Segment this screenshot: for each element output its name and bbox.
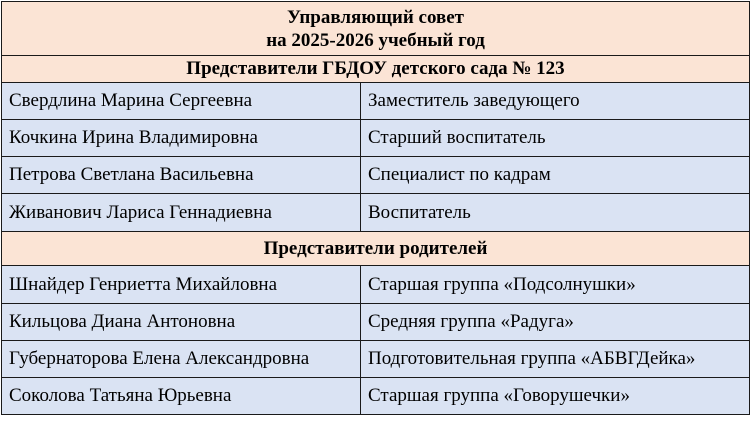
- member-name: Кочкина Ирина Владимировна: [2, 120, 361, 157]
- title-row: [2, 2, 750, 56]
- section-row-parents: [2, 232, 750, 266]
- member-name: Соколова Татьяна Юрьевна: [2, 378, 361, 415]
- member-name: Живанович Лариса Геннадиевна: [2, 194, 361, 232]
- table-row: [2, 378, 750, 415]
- member-name: Петрова Светлана Васильевна: [2, 157, 361, 194]
- member-name: Свердлина Марина Сергеевна: [2, 83, 361, 120]
- table-row: [2, 304, 750, 341]
- table-row: [2, 83, 750, 120]
- title-line-2: на 2025-2026 учебный год: [266, 29, 485, 51]
- section-row-staff: [2, 56, 750, 83]
- table-row: [2, 266, 750, 304]
- member-role: Воспитатель: [361, 194, 750, 232]
- member-name: Шнайдер Генриетта Михайловна: [2, 266, 361, 304]
- section-heading-parents: [2, 232, 750, 266]
- council-table: [1, 1, 750, 415]
- section-heading-staff-label: Представители ГБДОУ детского сада № 123: [186, 58, 565, 79]
- title-line-1: Управляющий совет: [286, 6, 465, 28]
- table-row: [2, 194, 750, 232]
- member-role: Старшая группа «Говорушечки»: [361, 378, 750, 415]
- table-title: [2, 2, 750, 56]
- member-name: Губернаторова Елена Александровна: [2, 341, 361, 378]
- table-row: [2, 120, 750, 157]
- member-name: Кильцова Диана Антоновна: [2, 304, 361, 341]
- member-role: Старшая группа «Подсолнушки»: [361, 266, 750, 304]
- table-row: [2, 157, 750, 194]
- section-heading-parents-label: Представители родителей: [263, 237, 488, 259]
- member-role: Специалист по кадрам: [361, 157, 750, 194]
- section-heading-staff: [2, 56, 750, 83]
- member-role: Средняя группа «Радуга»: [361, 304, 750, 341]
- member-role: Заместитель заведующего: [361, 83, 750, 120]
- table-row: [2, 341, 750, 378]
- member-role: Подготовительная группа «АБВГДейка»: [361, 341, 750, 378]
- member-role: Старший воспитатель: [361, 120, 750, 157]
